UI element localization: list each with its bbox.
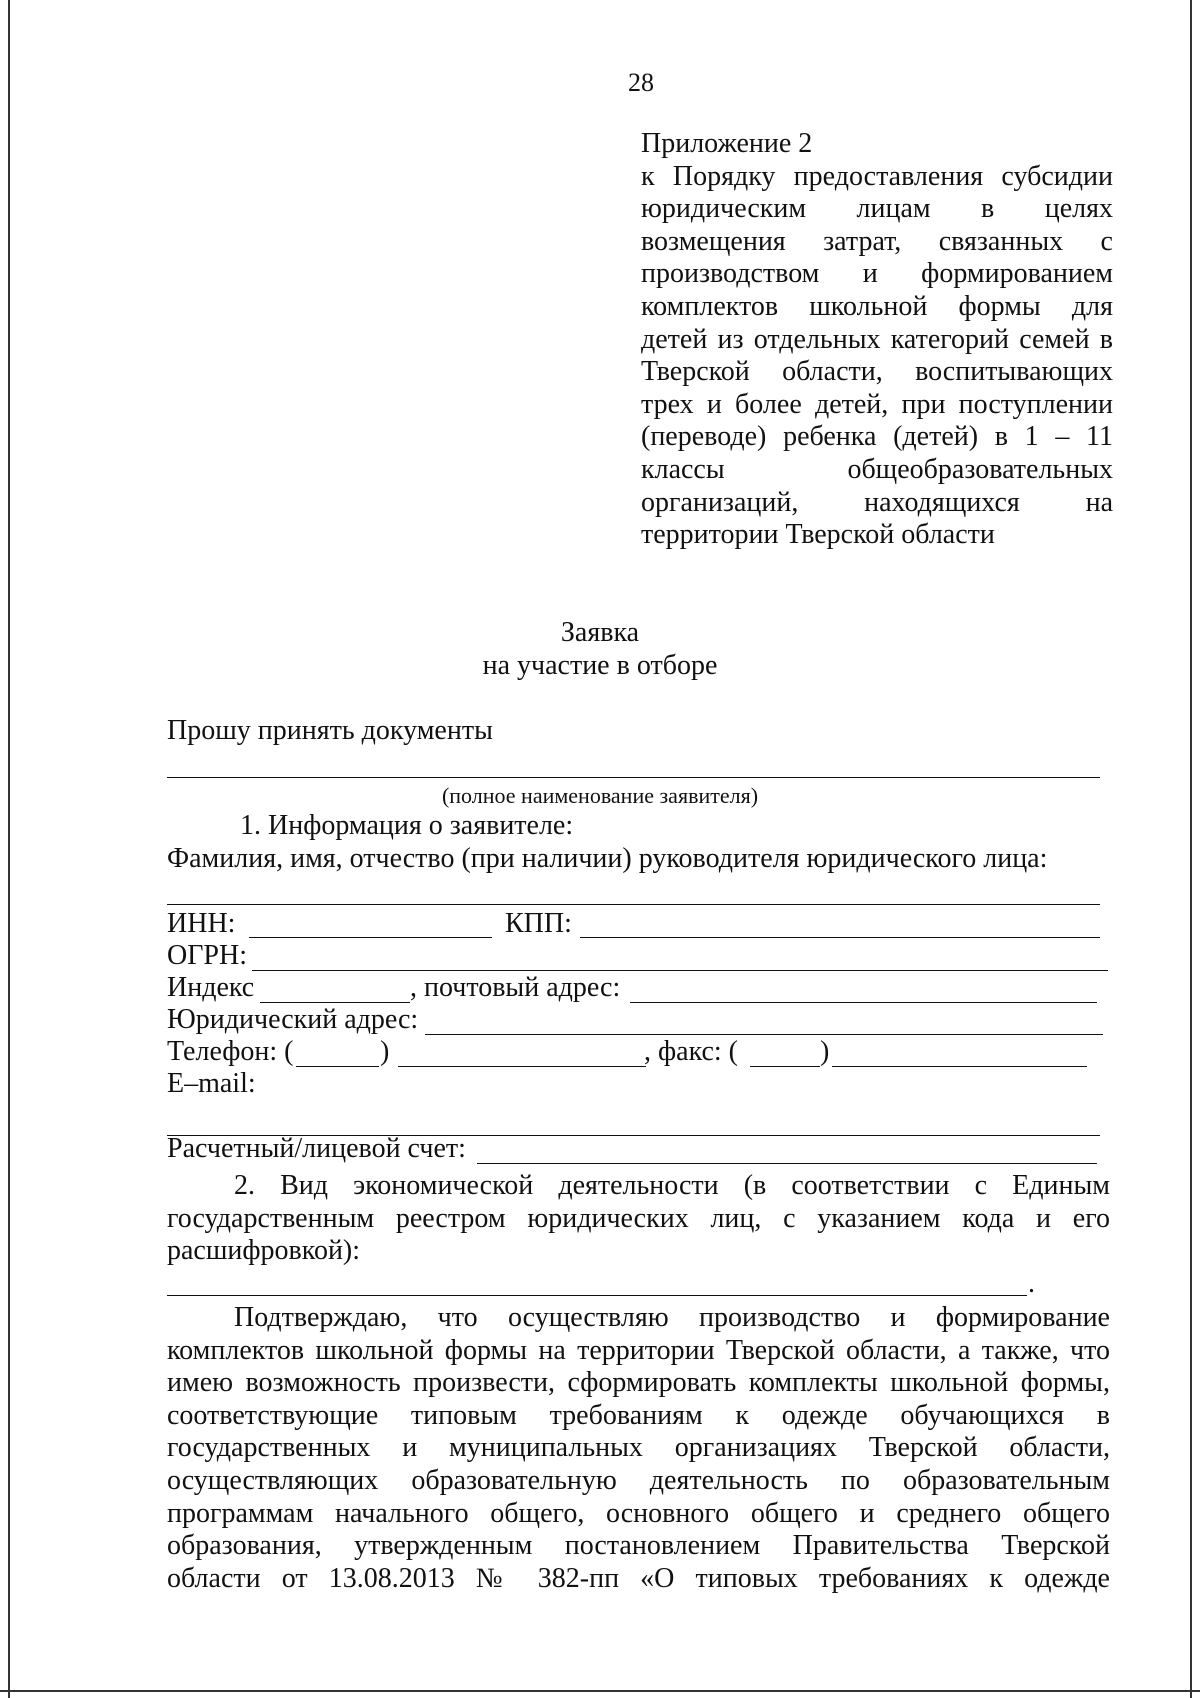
index-field[interactable] (260, 1002, 410, 1003)
confirmation-line: программам начального общего, основного общего и среднего общего (167, 1497, 1110, 1529)
section2-line: 2. Вид экономической деятельности (в соответствии с Единым (234, 1170, 1110, 1201)
confirmation-paragraph (167, 1302, 1110, 1595)
appendix-line: (переводе) ребенка (детей) в 1 – 11 (641, 421, 1113, 453)
phone-close-paren: ) (380, 1036, 390, 1067)
postal-address-label: , почтовый адрес: (410, 972, 621, 1003)
legal-address-field[interactable] (425, 1034, 1103, 1035)
applicant-name-field[interactable] (167, 777, 1100, 778)
ogrn-field[interactable] (252, 970, 1108, 971)
phone-code-field[interactable] (296, 1066, 379, 1067)
inn-label: ИНН: (167, 908, 236, 939)
appendix-line: трех и более детей, при поступлении (641, 388, 1113, 420)
appendix-line: комплектов школьной формы для (641, 290, 1113, 322)
appendix-line: к Порядку предоставления субсидии (641, 160, 1113, 192)
index-label: Индекс (167, 972, 255, 1003)
legal-address-label: Юридический адрес: (167, 1004, 419, 1035)
account-label: Расчетный/лицевой счет: (167, 1133, 466, 1164)
fax-number-field[interactable] (832, 1066, 1087, 1067)
appendix-line: территории Тверской области (641, 519, 995, 551)
confirmation-line: государственных и муниципальных организациях Тверской области, (167, 1432, 1110, 1464)
scan-border-bottom (0, 1690, 1200, 1692)
activity-end-period: . (1028, 1268, 1035, 1299)
kpp-label: КПП: (505, 908, 572, 939)
fax-close-paren: ) (820, 1036, 830, 1067)
confirmation-line: области от 13.08.2013 № 382-пп «О типовых требованиях к одежде (167, 1562, 1110, 1594)
appendix-title: Приложение 2 (641, 128, 813, 159)
applicant-name-caption: (полное наименование заявителя) (441, 783, 759, 808)
section2-line: расшифровкой): (167, 1235, 361, 1267)
ogrn-label: ОГРН: (167, 940, 247, 971)
activity-type-field[interactable] (167, 1295, 1027, 1296)
appendix-line: производством и формированием (641, 258, 1113, 290)
appendix-line: юридическим лицам в целях (641, 193, 1113, 225)
confirmation-line: имею возможность произвести, сформировать комплекты школьной формы, (167, 1367, 1110, 1399)
request-title: Заявка (560, 617, 640, 648)
section2-paragraph (167, 1170, 1110, 1268)
appendix-line: возмещения затрат, связанных с (641, 225, 1113, 257)
confirmation-line: Подтверждаю, что осуществляю производство и формирование (234, 1302, 1110, 1333)
email-label: E–mail: (167, 1068, 256, 1099)
inn-field[interactable] (249, 937, 492, 938)
appendix-line: организаций, находящихся на (641, 486, 1113, 518)
appendix-line: детей из отдельных категорий семей в (641, 323, 1113, 355)
appendix-line: классы общеобразовательных (641, 453, 1113, 485)
confirmation-line: образования, утвержденным постановлением Правительства Тверской (167, 1530, 1110, 1562)
request-subtitle: на участие в отборе (482, 650, 718, 681)
account-field[interactable] (477, 1163, 1097, 1164)
intro-text: Прошу принять документы (167, 715, 493, 746)
fax-label: , факс: ( (644, 1036, 739, 1067)
scan-border-left (8, 0, 10, 1698)
appendix-line: Тверской области, воспитывающих (641, 356, 1113, 388)
section1-heading: 1. Информация о заявителе: (240, 810, 574, 841)
confirmation-line: соответствующие типовым требованиям к одежде обучающихся в (167, 1399, 1110, 1431)
head-name-label: Фамилия, имя, отчество (при наличии) руководителя юридического лица: (167, 843, 1048, 874)
kpp-field[interactable] (580, 937, 1100, 938)
section2-line: государственным реестром юридических лиц, с указанием кода и его (167, 1202, 1110, 1234)
head-name-field[interactable] (167, 904, 1100, 905)
appendix-block (641, 128, 1113, 552)
phone-label: Телефон: ( (167, 1036, 294, 1067)
postal-address-field[interactable] (630, 1002, 1097, 1003)
phone-number-field[interactable] (398, 1066, 646, 1067)
scan-border-right (1190, 0, 1192, 1698)
fax-code-field[interactable] (750, 1066, 820, 1067)
confirmation-line: комплектов школьной формы на территории Тверской области, а также, что (167, 1334, 1110, 1366)
page-number: 28 (628, 68, 654, 97)
confirmation-line: осуществляющих образовательную деятельность по образовательным (167, 1464, 1110, 1496)
